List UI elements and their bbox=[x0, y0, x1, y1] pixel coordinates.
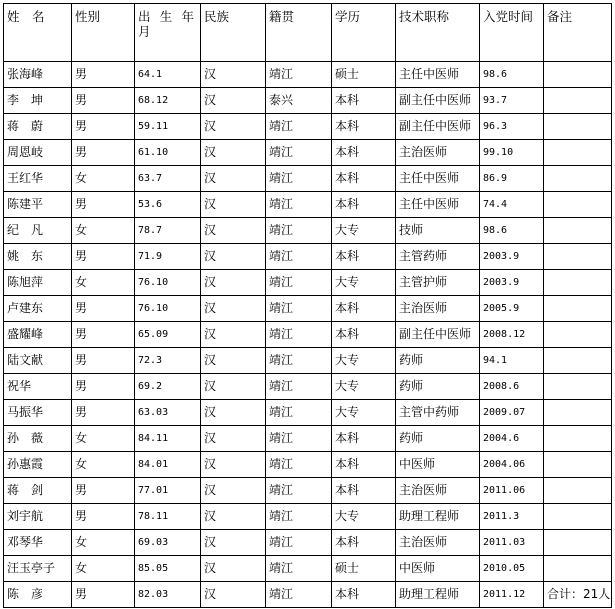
cell-birth: 65.09 bbox=[135, 322, 201, 348]
table-row bbox=[4, 140, 612, 166]
table-row bbox=[4, 452, 612, 478]
cell-title: 主管中药师 bbox=[396, 400, 480, 426]
staff-table bbox=[3, 3, 612, 608]
cell-gender: 男 bbox=[72, 504, 135, 530]
cell-join-party: 2011.06 bbox=[480, 478, 544, 504]
cell-birth: 76.10 bbox=[135, 296, 201, 322]
table-row bbox=[4, 530, 612, 556]
cell-join-party: 2011.3 bbox=[480, 504, 544, 530]
cell-title: 副主任中医师 bbox=[396, 114, 480, 140]
table-row bbox=[4, 322, 612, 348]
cell-remark bbox=[544, 322, 612, 348]
cell-birth: 71.9 bbox=[135, 244, 201, 270]
cell-join-party: 98.6 bbox=[480, 62, 544, 88]
cell-ethnicity: 汉 bbox=[201, 530, 266, 556]
cell-title: 主任中医师 bbox=[396, 192, 480, 218]
table-row bbox=[4, 296, 612, 322]
cell-remark bbox=[544, 192, 612, 218]
header-join-party: 入党时间 bbox=[480, 4, 544, 62]
cell-join-party: 2003.9 bbox=[480, 244, 544, 270]
cell-origin: 靖江 bbox=[266, 218, 332, 244]
cell-gender: 男 bbox=[72, 244, 135, 270]
cell-name: 陈旭萍 bbox=[4, 270, 72, 296]
cell-name: 姚 东 bbox=[4, 244, 72, 270]
cell-title: 主任中医师 bbox=[396, 62, 480, 88]
cell-education: 本科 bbox=[332, 582, 396, 608]
cell-name: 李 坤 bbox=[4, 88, 72, 114]
cell-birth: 85.05 bbox=[135, 556, 201, 582]
cell-join-party: 2008.12 bbox=[480, 322, 544, 348]
cell-origin: 靖江 bbox=[266, 348, 332, 374]
cell-origin: 靖江 bbox=[266, 166, 332, 192]
table-row bbox=[4, 270, 612, 296]
cell-gender: 男 bbox=[72, 322, 135, 348]
table-row bbox=[4, 192, 612, 218]
cell-remark bbox=[544, 296, 612, 322]
cell-join-party: 96.3 bbox=[480, 114, 544, 140]
cell-title: 助理工程师 bbox=[396, 504, 480, 530]
cell-birth: 84.01 bbox=[135, 452, 201, 478]
cell-remark bbox=[544, 426, 612, 452]
cell-education: 大专 bbox=[332, 348, 396, 374]
cell-gender: 女 bbox=[72, 452, 135, 478]
cell-ethnicity: 汉 bbox=[201, 478, 266, 504]
cell-ethnicity: 汉 bbox=[201, 400, 266, 426]
cell-title: 中医师 bbox=[396, 556, 480, 582]
cell-title: 主治医师 bbox=[396, 478, 480, 504]
cell-remark bbox=[544, 556, 612, 582]
cell-gender: 男 bbox=[72, 114, 135, 140]
cell-name: 盛耀峰 bbox=[4, 322, 72, 348]
cell-origin: 靖江 bbox=[266, 582, 332, 608]
cell-education: 本科 bbox=[332, 166, 396, 192]
cell-name: 纪 凡 bbox=[4, 218, 72, 244]
cell-ethnicity: 汉 bbox=[201, 582, 266, 608]
cell-ethnicity: 汉 bbox=[201, 270, 266, 296]
cell-education: 大专 bbox=[332, 400, 396, 426]
cell-gender: 男 bbox=[72, 140, 135, 166]
cell-ethnicity: 汉 bbox=[201, 296, 266, 322]
cell-title: 主治医师 bbox=[396, 530, 480, 556]
cell-join-party: 86.9 bbox=[480, 166, 544, 192]
cell-ethnicity: 汉 bbox=[201, 374, 266, 400]
cell-join-party: 2008.6 bbox=[480, 374, 544, 400]
cell-gender: 女 bbox=[72, 426, 135, 452]
cell-ethnicity: 汉 bbox=[201, 192, 266, 218]
cell-gender: 女 bbox=[72, 270, 135, 296]
cell-education: 硕士 bbox=[332, 62, 396, 88]
cell-join-party: 2010.05 bbox=[480, 556, 544, 582]
cell-origin: 靖江 bbox=[266, 452, 332, 478]
table-row bbox=[4, 478, 612, 504]
cell-title: 主治医师 bbox=[396, 296, 480, 322]
cell-join-party: 2009.07 bbox=[480, 400, 544, 426]
cell-name: 汪玉亭子 bbox=[4, 556, 72, 582]
cell-join-party: 99.10 bbox=[480, 140, 544, 166]
cell-remark bbox=[544, 244, 612, 270]
cell-origin: 靖江 bbox=[266, 426, 332, 452]
cell-name: 马振华 bbox=[4, 400, 72, 426]
table-row bbox=[4, 244, 612, 270]
cell-birth: 68.12 bbox=[135, 88, 201, 114]
cell-origin: 靖江 bbox=[266, 504, 332, 530]
cell-join-party: 74.4 bbox=[480, 192, 544, 218]
cell-gender: 男 bbox=[72, 192, 135, 218]
cell-ethnicity: 汉 bbox=[201, 452, 266, 478]
cell-gender: 女 bbox=[72, 218, 135, 244]
cell-ethnicity: 汉 bbox=[201, 114, 266, 140]
cell-gender: 男 bbox=[72, 348, 135, 374]
header-name: 姓 名 bbox=[4, 4, 72, 62]
header-origin: 籍贯 bbox=[266, 4, 332, 62]
cell-remark bbox=[544, 452, 612, 478]
table-row bbox=[4, 88, 612, 114]
cell-education: 大专 bbox=[332, 270, 396, 296]
cell-ethnicity: 汉 bbox=[201, 62, 266, 88]
cell-origin: 靖江 bbox=[266, 296, 332, 322]
cell-join-party: 2011.03 bbox=[480, 530, 544, 556]
cell-education: 本科 bbox=[332, 88, 396, 114]
cell-origin: 靖江 bbox=[266, 374, 332, 400]
cell-origin: 靖江 bbox=[266, 400, 332, 426]
table-row bbox=[4, 582, 612, 608]
table-row bbox=[4, 556, 612, 582]
cell-title: 技师 bbox=[396, 218, 480, 244]
cell-remark bbox=[544, 530, 612, 556]
header-gender: 性别 bbox=[72, 4, 135, 62]
cell-gender: 男 bbox=[72, 296, 135, 322]
header-birth-part: 生 bbox=[159, 9, 173, 24]
cell-name: 张海峰 bbox=[4, 62, 72, 88]
cell-origin: 靖江 bbox=[266, 244, 332, 270]
cell-gender: 男 bbox=[72, 374, 135, 400]
cell-education: 大专 bbox=[332, 374, 396, 400]
cell-join-party: 2011.12 bbox=[480, 582, 544, 608]
table-row bbox=[4, 218, 612, 244]
cell-birth: 78.7 bbox=[135, 218, 201, 244]
cell-birth: 78.11 bbox=[135, 504, 201, 530]
header-title: 技术职称 bbox=[396, 4, 480, 62]
cell-join-party: 2004.06 bbox=[480, 452, 544, 478]
cell-remark bbox=[544, 166, 612, 192]
header-birth-part: 年 bbox=[181, 9, 194, 24]
cell-remark bbox=[544, 504, 612, 530]
cell-remark bbox=[544, 478, 612, 504]
cell-education: 硕士 bbox=[332, 556, 396, 582]
cell-ethnicity: 汉 bbox=[201, 88, 266, 114]
cell-origin: 靖江 bbox=[266, 478, 332, 504]
cell-ethnicity: 汉 bbox=[201, 244, 266, 270]
cell-join-party: 2003.9 bbox=[480, 270, 544, 296]
header-birth-part: 出 bbox=[138, 9, 151, 24]
cell-join-party: 2004.6 bbox=[480, 426, 544, 452]
cell-gender: 女 bbox=[72, 556, 135, 582]
cell-origin: 靖江 bbox=[266, 322, 332, 348]
cell-origin: 靖江 bbox=[266, 140, 332, 166]
cell-origin: 靖江 bbox=[266, 530, 332, 556]
cell-origin: 靖江 bbox=[266, 62, 332, 88]
cell-remark bbox=[544, 374, 612, 400]
cell-gender: 女 bbox=[72, 166, 135, 192]
cell-remark bbox=[544, 400, 612, 426]
cell-origin: 靖江 bbox=[266, 270, 332, 296]
cell-title: 药师 bbox=[396, 374, 480, 400]
cell-gender: 女 bbox=[72, 530, 135, 556]
cell-birth: 77.01 bbox=[135, 478, 201, 504]
cell-origin: 泰兴 bbox=[266, 88, 332, 114]
cell-birth: 76.10 bbox=[135, 270, 201, 296]
cell-ethnicity: 汉 bbox=[201, 556, 266, 582]
cell-name: 卢建东 bbox=[4, 296, 72, 322]
cell-birth: 82.03 bbox=[135, 582, 201, 608]
cell-title: 药师 bbox=[396, 348, 480, 374]
cell-ethnicity: 汉 bbox=[201, 140, 266, 166]
cell-ethnicity: 汉 bbox=[201, 348, 266, 374]
cell-name: 王红华 bbox=[4, 166, 72, 192]
cell-title: 副主任中医师 bbox=[396, 88, 480, 114]
cell-name: 周恩岐 bbox=[4, 140, 72, 166]
table-row bbox=[4, 426, 612, 452]
cell-join-party: 98.6 bbox=[480, 218, 544, 244]
cell-education: 本科 bbox=[332, 192, 396, 218]
header-birth-part: 月 bbox=[138, 24, 151, 39]
cell-name: 刘宇航 bbox=[4, 504, 72, 530]
cell-gender: 男 bbox=[72, 88, 135, 114]
table-row bbox=[4, 400, 612, 426]
cell-gender: 男 bbox=[72, 478, 135, 504]
cell-remark bbox=[544, 62, 612, 88]
cell-remark: 合计：21人 bbox=[544, 582, 612, 608]
cell-ethnicity: 汉 bbox=[201, 504, 266, 530]
cell-gender: 男 bbox=[72, 400, 135, 426]
table-row bbox=[4, 62, 612, 88]
cell-birth: 72.3 bbox=[135, 348, 201, 374]
cell-birth: 61.10 bbox=[135, 140, 201, 166]
cell-name: 孙 薇 bbox=[4, 426, 72, 452]
cell-ethnicity: 汉 bbox=[201, 322, 266, 348]
cell-remark bbox=[544, 140, 612, 166]
cell-name: 陆文献 bbox=[4, 348, 72, 374]
table-row bbox=[4, 114, 612, 140]
header-row bbox=[4, 4, 612, 62]
cell-birth: 53.6 bbox=[135, 192, 201, 218]
cell-title: 主管药师 bbox=[396, 244, 480, 270]
cell-education: 本科 bbox=[332, 426, 396, 452]
cell-education: 本科 bbox=[332, 140, 396, 166]
cell-remark bbox=[544, 88, 612, 114]
cell-name: 邓琴华 bbox=[4, 530, 72, 556]
cell-name: 陈建平 bbox=[4, 192, 72, 218]
header-ethnicity: 民族 bbox=[201, 4, 266, 62]
table-row bbox=[4, 348, 612, 374]
cell-birth: 63.03 bbox=[135, 400, 201, 426]
cell-birth: 69.03 bbox=[135, 530, 201, 556]
cell-join-party: 93.7 bbox=[480, 88, 544, 114]
cell-birth: 64.1 bbox=[135, 62, 201, 88]
cell-education: 本科 bbox=[332, 322, 396, 348]
cell-education: 本科 bbox=[332, 244, 396, 270]
cell-title: 主管护师 bbox=[396, 270, 480, 296]
cell-join-party: 94.1 bbox=[480, 348, 544, 374]
header-remark: 备注 bbox=[544, 4, 612, 62]
cell-name: 蒋 蔚 bbox=[4, 114, 72, 140]
cell-remark bbox=[544, 114, 612, 140]
cell-title: 中医师 bbox=[396, 452, 480, 478]
cell-name: 孙惠霞 bbox=[4, 452, 72, 478]
table-row bbox=[4, 166, 612, 192]
header-education: 学历 bbox=[332, 4, 396, 62]
cell-origin: 靖江 bbox=[266, 556, 332, 582]
table-row bbox=[4, 504, 612, 530]
cell-education: 本科 bbox=[332, 530, 396, 556]
cell-name: 陈 彦 bbox=[4, 582, 72, 608]
cell-birth: 63.7 bbox=[135, 166, 201, 192]
cell-remark bbox=[544, 348, 612, 374]
cell-education: 大专 bbox=[332, 218, 396, 244]
cell-title: 主任中医师 bbox=[396, 166, 480, 192]
cell-remark bbox=[544, 218, 612, 244]
cell-ethnicity: 汉 bbox=[201, 218, 266, 244]
cell-ethnicity: 汉 bbox=[201, 166, 266, 192]
cell-title: 主治医师 bbox=[396, 140, 480, 166]
cell-ethnicity: 汉 bbox=[201, 426, 266, 452]
cell-name: 祝华 bbox=[4, 374, 72, 400]
cell-birth: 84.11 bbox=[135, 426, 201, 452]
cell-birth: 69.2 bbox=[135, 374, 201, 400]
cell-education: 本科 bbox=[332, 478, 396, 504]
cell-remark bbox=[544, 270, 612, 296]
cell-join-party: 2005.9 bbox=[480, 296, 544, 322]
cell-birth: 59.11 bbox=[135, 114, 201, 140]
cell-education: 本科 bbox=[332, 452, 396, 478]
cell-gender: 男 bbox=[72, 582, 135, 608]
cell-title: 副主任中医师 bbox=[396, 322, 480, 348]
header-birth bbox=[135, 4, 201, 62]
cell-name: 蒋 剑 bbox=[4, 478, 72, 504]
table-row bbox=[4, 374, 612, 400]
cell-education: 大专 bbox=[332, 504, 396, 530]
cell-title: 药师 bbox=[396, 426, 480, 452]
cell-origin: 靖江 bbox=[266, 114, 332, 140]
cell-education: 本科 bbox=[332, 114, 396, 140]
cell-origin: 靖江 bbox=[266, 192, 332, 218]
cell-education: 本科 bbox=[332, 296, 396, 322]
cell-title: 助理工程师 bbox=[396, 582, 480, 608]
cell-gender: 男 bbox=[72, 62, 135, 88]
